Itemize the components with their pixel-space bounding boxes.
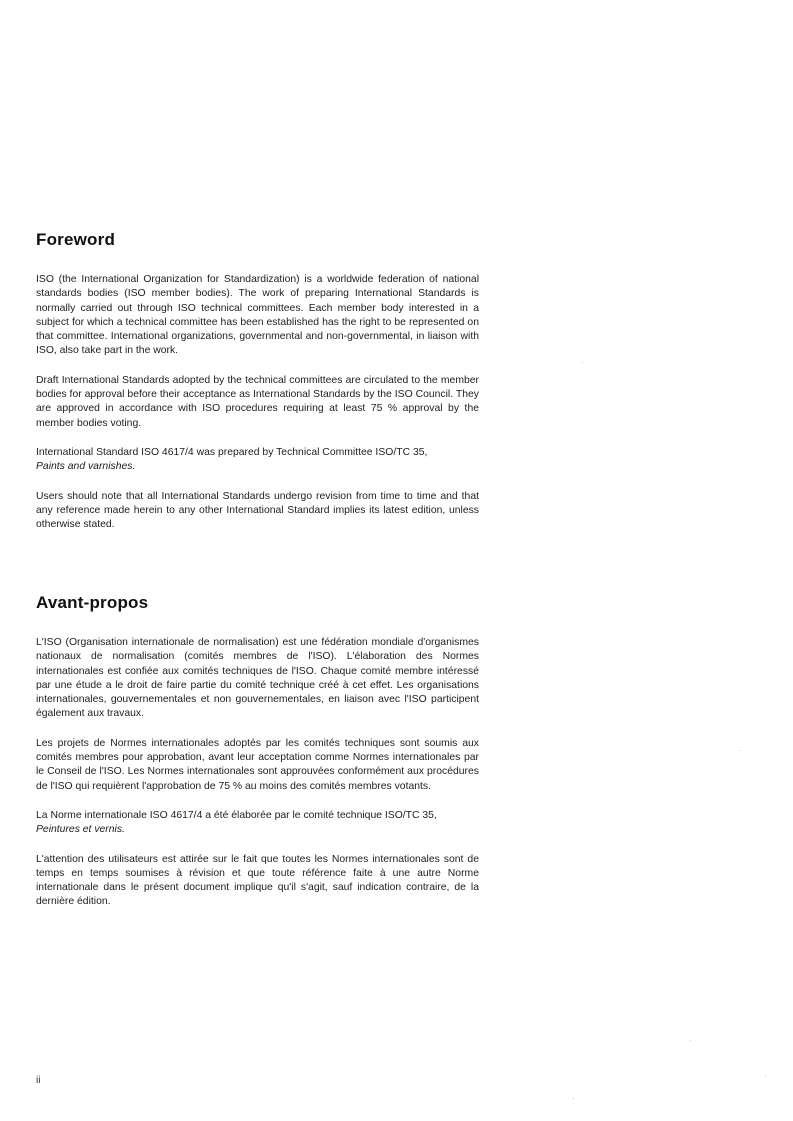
- avant-propos-body: [36, 636, 479, 910]
- foreword-committee-title: Paints and varnishes.: [36, 461, 136, 473]
- scan-speck: [690, 1040, 691, 1041]
- foreword-paragraph-4: Users should note that all International Standards undergo revision from time to time and that any reference made herein to any other International Standard implies its latest edition, unless otherwise stated.: [36, 490, 479, 531]
- foreword-paragraph-3: [36, 446, 479, 475]
- avant-propos-section: [36, 593, 479, 910]
- avant-propos-standard-sentence: La Norme internationale ISO 4617/4 a été élaborée par le comité technique ISO/TC 35,: [36, 809, 437, 821]
- foreword-body: [36, 273, 479, 532]
- foreword-heading: Foreword: [36, 230, 116, 249]
- avant-propos-paragraph-3: [36, 809, 479, 838]
- avant-propos-paragraph-2: Les projets de Normes internationales adoptés par les comités techniques sont soumis aux comités membres pour approbation, avant leur acceptation comme Normes internationales par le Conseil de l'ISO. Les Normes internationales sont approuvées conformément aux procédures de l'ISO qui requièrent l'approbation de 75 % au moins des comités membres votants.: [36, 737, 479, 792]
- avant-propos-paragraph-1: L'ISO (Organisation internationale de normalisation) est une fédération mondiale d'organismes nationaux de normalisation (comités membres de l'ISO). L'élaboration des Normes internationales est confiée aux comités techniques de l'ISO. Chaque comité membre intéressé par une étude a le droit de faire partie du comité technique créé à cet effet. Les organisations internationales, gouvernementales et non gouvernementales, en liaison avec l'ISO participent également aux travaux.: [36, 637, 479, 720]
- page-number: ii: [36, 1075, 41, 1086]
- foreword-paragraph-2: Draft International Standards adopted by the technical committees are circulated to the member bodies for approval before their acceptance as International Standards by the ISO Council. They are approved in accordance with ISO procedures requiring at least 75 % approval by the member bodies voting.: [36, 374, 479, 429]
- scan-speck: [573, 1098, 574, 1099]
- foreword-paragraph-1: ISO (the International Organization for Standardization) is a worldwide federation of national standards bodies (ISO member bodies). The work of preparing International Standards is normally carried out through ISO technical committees. Each member body interested in a subject for which a technical committee has been established has the right to be represented on that committee. International organizations, governmental and non-governmental, in liaison with ISO, also take part in the work.: [36, 274, 479, 357]
- avant-propos-paragraph-4: L'attention des utilisateurs est attirée sur le fait que toutes les Normes internationales sont de temps en temps soumises à révision et que toute référence faite à une autre Norme internationale dans le présent document implique qu'il s'agit, sauf indication contraire, de la dernière édition.: [36, 853, 479, 908]
- foreword-section: [36, 230, 479, 532]
- scan-speck: [740, 750, 741, 751]
- scan-speck: [765, 1075, 766, 1076]
- avant-propos-committee-title: Peintures et vernis.: [36, 824, 125, 836]
- foreword-standard-sentence: International Standard ISO 4617/4 was prepared by Technical Committee ISO/TC 35,: [36, 446, 428, 458]
- avant-propos-heading: Avant-propos: [36, 593, 149, 612]
- scan-speck: [582, 362, 583, 363]
